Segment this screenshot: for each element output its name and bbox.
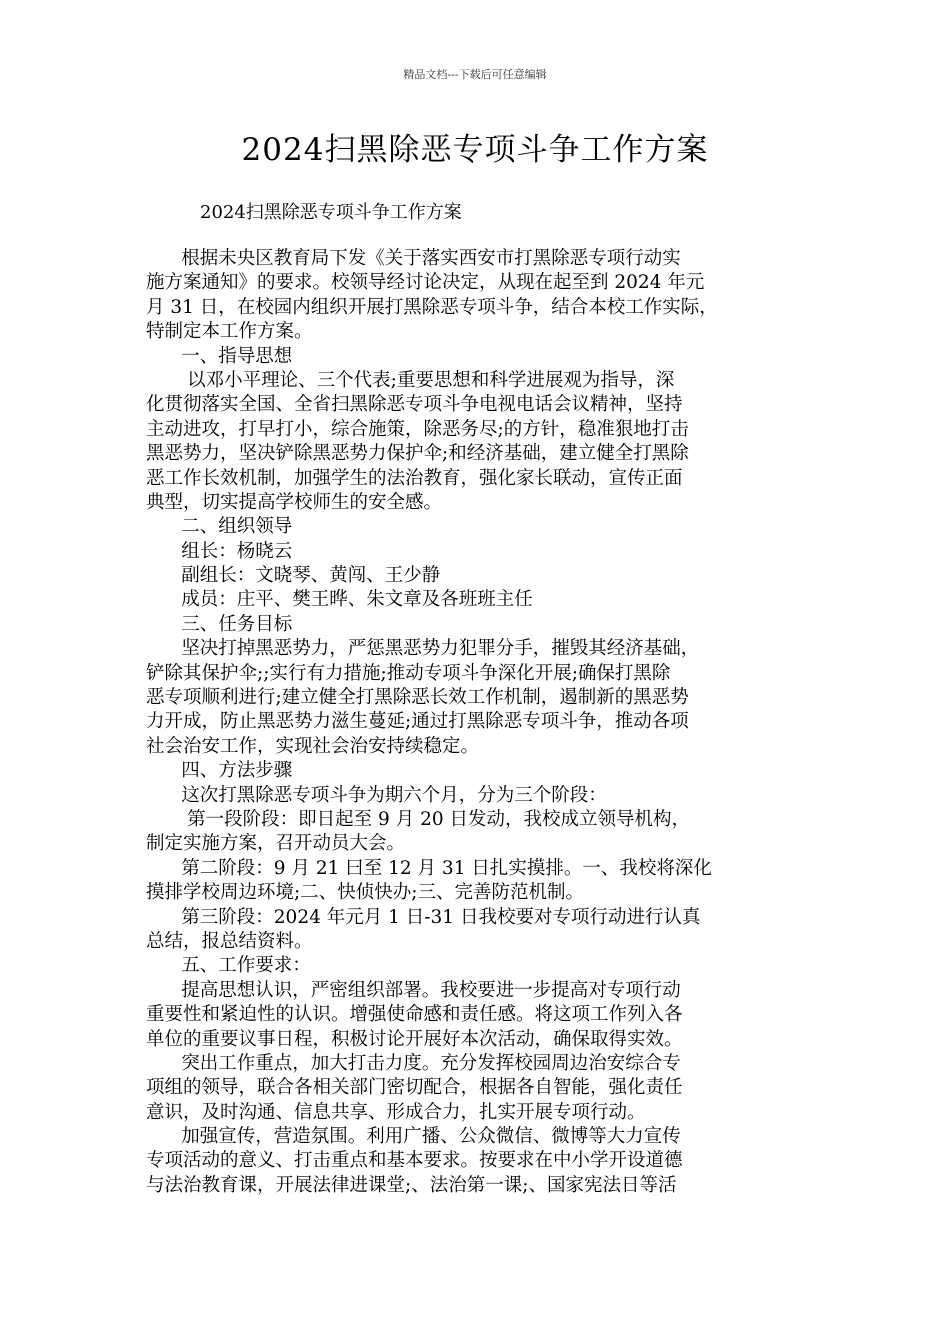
body-line: 总结，报总结资料。 [146, 930, 313, 952]
body-line: 恶专项顺利进行;建立健全打黑除恶长效工作机制，遏制新的黑恶势 [146, 687, 689, 709]
document-subtitle: 2024扫黑除恶专项斗争工作方案 [200, 202, 462, 223]
body-line: 提高思想认识，严密组织部署。我校要进一步提高对专项行动 [146, 979, 681, 1001]
body-line: 三、任务目标 [146, 613, 293, 635]
body-line: 摸排学校周边环境;二、快侦快办;三、完善防范机制。 [146, 882, 584, 904]
body-line: 根据未央区教育局下发《关于落实西安市打黑除恶专项行动实 [146, 248, 681, 269]
body-line: 四、方法步骤 [146, 760, 293, 782]
body-line: 第二阶段：9 月 21 曰至 12 月 31 日扎实摸排。一、我校将深化 [146, 857, 712, 879]
body-line: 二、组织领导 [146, 516, 293, 538]
body-line: 力开成，防止黑恶势力滋生蔓延;通过打黑除恶专项斗争，推动各项 [146, 711, 689, 733]
body-line: 项组的领导，联合各相关部门密切配合，根据各自智能，强化责任 [146, 1077, 683, 1099]
body-line: 黑恶势力，坚决铲除黑恶势力保护伞;和经济基础，建立健全打黑除 [146, 443, 689, 465]
body-line: 施方案通知》的要求。校领导经讨论决定，从现在起至到 2024 年元 [146, 272, 705, 294]
body-line: 五、工作要求： [146, 955, 311, 977]
page-title: 2024扫黑除恶专项斗争工作方案 [241, 132, 709, 168]
body-line: 意识，及时沟通、信息共享、形成合力，扎实开展专项行动。 [146, 1101, 646, 1123]
body-line: 重要性和紧迫性的认识。增强使命感和责任感。将这项工作列入各 [146, 1004, 683, 1026]
body-line: 化贯彻落实全国、全省扫黑除恶专项斗争电视电话会议精神，坚持 [146, 394, 683, 416]
body-line: 组长：杨晓云 [146, 540, 293, 562]
body-line: 成员：庄平、樊王晔、朱文章及各班班主任 [146, 589, 533, 611]
body-line: 加强宣传，营造氛围。利用广播、公众微信、微博等大力宣传 [146, 1126, 681, 1148]
body-line: 特制定本工作方案。 [146, 321, 313, 343]
body-line: 恶工作长效机制，加强学生的法治教育，强化家长联动，宣传正面 [146, 467, 683, 489]
body-line: 一、指导思想 [146, 345, 293, 367]
body-line: 主动进攻，打早打小，综合施策，除恶务尽;的方针，稳准狠地打击 [146, 418, 689, 440]
body-line: 制定实施方案，召开动员大会。 [146, 833, 406, 855]
header-note: 精品文档---下载后可任意编辑 [403, 68, 547, 81]
document-body [146, 247, 818, 1198]
body-line: 典型，切实提高学校师生的安全感。 [146, 491, 443, 513]
body-line: 坚决打掉黑恶势力，严惩黑恶势力犯罪分手，摧毁其经济基础， [146, 638, 700, 660]
body-line: 铲除其保护伞;;实行有力措施;推动专项斗争深化开展;确保打黑除 [146, 662, 671, 684]
body-line: 第一段阶段：即日起至 9 月 20 日发动，我校成立领导机构， [146, 808, 690, 830]
body-line: 以邓小平理论、三个代表;重要思想和科学进展观为指导，深 [146, 369, 675, 391]
body-line: 社会治安工作，实现社会治安持续稳定。 [146, 735, 480, 757]
body-line: 月 31 日，在校园内组织开展打黑除恶专项斗争，结合本校工作实际， [146, 296, 718, 318]
body-line: 与法治教育课，开展法律进课堂;、法治第一课;、国家宪法日等活 [146, 1174, 677, 1196]
body-line: 这次打黑除恶专项斗争为期六个月，分为三个阶段： [146, 784, 607, 806]
body-line: 副组长：文晓琴、黄闯、王少静 [146, 565, 441, 587]
body-line: 专项活动的意义、打击重点和基本要求。按要求在中小学开设道德 [146, 1150, 683, 1172]
body-line: 单位的重要议事日程，积极讨论开展好本次活动，确保取得实效。 [146, 1028, 683, 1050]
body-line: 突出工作重点，加大打击力度。充分发挥校园周边治安综合专 [146, 1052, 681, 1074]
body-line: 第三阶段：2024 年元月 1 日-31 日我校要对专项行动进行认真 [146, 906, 701, 928]
